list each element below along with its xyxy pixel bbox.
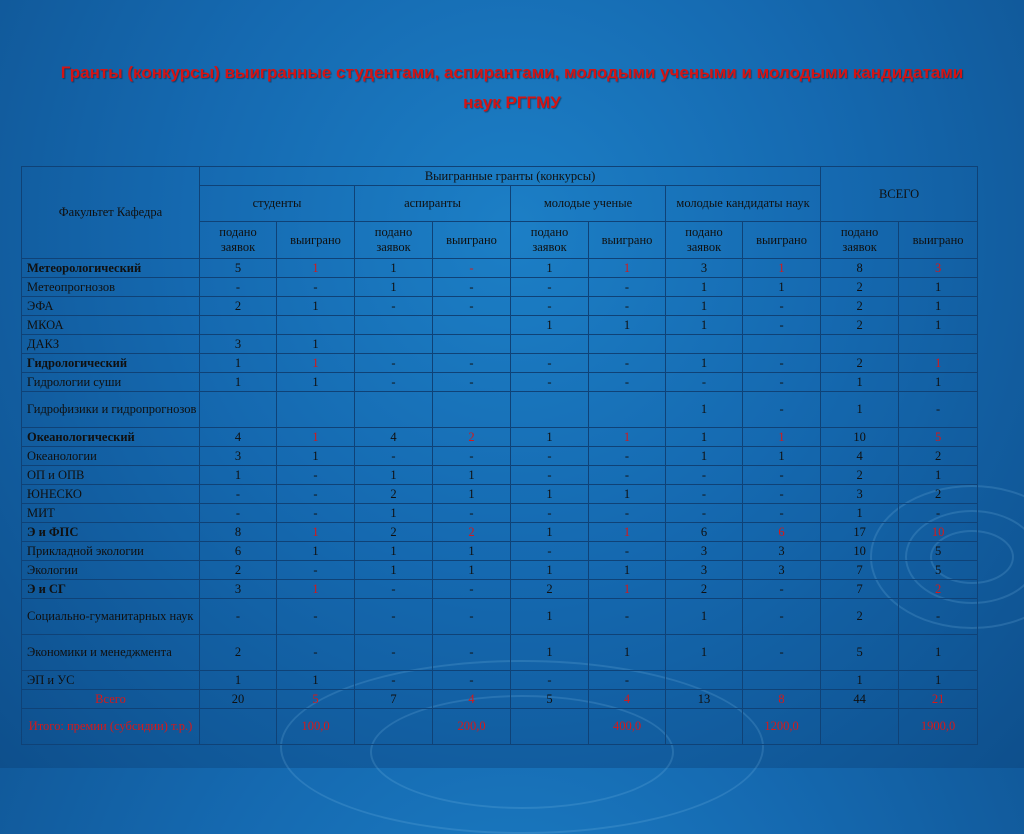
table-cell: 2 <box>821 599 899 635</box>
table-cell: - <box>355 599 433 635</box>
table-cell: - <box>743 599 821 635</box>
table-cell: - <box>666 373 743 392</box>
table-cell: - <box>511 466 589 485</box>
subheader-submitted: подано заявок <box>666 222 743 259</box>
table-cell: 3 <box>743 561 821 580</box>
subheader-submitted: подано заявок <box>511 222 589 259</box>
table-cell: - <box>200 485 277 504</box>
table-cell: - <box>511 447 589 466</box>
table-cell: 5 <box>200 259 277 278</box>
table-cell: - <box>666 504 743 523</box>
group-header-young-candidates: молодые кандидаты наук <box>666 186 821 222</box>
total-cell: 20 <box>200 690 277 709</box>
table-cell: - <box>355 373 433 392</box>
table-cell: 1 <box>899 671 978 690</box>
table-cell: 1 <box>666 354 743 373</box>
faculty-header: Факультет Кафедра <box>22 167 200 259</box>
subheader-won: выиграно <box>743 222 821 259</box>
table-cell: - <box>589 542 666 561</box>
table-cell: - <box>433 278 511 297</box>
total-cell: 4 <box>433 690 511 709</box>
faculty-name: Гидрологический <box>22 354 200 373</box>
department-name: Метеопрогнозов <box>22 278 200 297</box>
table-cell: - <box>433 297 511 316</box>
department-name: Социально-гуманитарных наук <box>22 599 200 635</box>
table-cell: - <box>277 466 355 485</box>
table-cell: 1 <box>666 635 743 671</box>
total-cell: 13 <box>666 690 743 709</box>
table-cell: 1 <box>743 259 821 278</box>
table-cell: 1 <box>200 354 277 373</box>
table-row <box>22 428 978 447</box>
bonus-cell: 200,0 <box>433 709 511 745</box>
table-row <box>22 561 978 580</box>
faculty-name: Метеорологический <box>22 259 200 278</box>
table-cell: 1 <box>511 635 589 671</box>
bonus-cell <box>200 709 277 745</box>
bonus-cell <box>355 709 433 745</box>
table-cell: 1 <box>277 373 355 392</box>
table-cell: 10 <box>899 523 978 542</box>
table-cell: 7 <box>821 561 899 580</box>
table-cell: - <box>743 466 821 485</box>
table-cell: 1 <box>355 561 433 580</box>
table-row <box>22 485 978 504</box>
table-cell: - <box>277 278 355 297</box>
table-cell: 1 <box>821 392 899 428</box>
table-cell: 8 <box>821 259 899 278</box>
table-row <box>22 504 978 523</box>
table-row <box>22 316 978 335</box>
table-cell: - <box>511 373 589 392</box>
table-cell: - <box>433 580 511 599</box>
table-cell: 1 <box>200 373 277 392</box>
table-cell: 1 <box>277 354 355 373</box>
table-cell: 8 <box>200 523 277 542</box>
table-cell: 1 <box>666 278 743 297</box>
table-cell: 17 <box>821 523 899 542</box>
page-title: Гранты (конкурсы) выигранные студентами, аспирантами, молодыми учеными и молодыми кандидатами наук РГГМУ <box>60 63 964 112</box>
table-cell: 1 <box>355 259 433 278</box>
table-row <box>22 335 978 354</box>
table-cell: 1 <box>355 466 433 485</box>
table-cell: - <box>511 354 589 373</box>
table-cell: - <box>743 373 821 392</box>
table-cell: 3 <box>821 485 899 504</box>
table-cell: 1 <box>589 580 666 599</box>
table-cell: 1 <box>355 278 433 297</box>
table-cell: - <box>589 297 666 316</box>
department-name: Прикладной экологии <box>22 542 200 561</box>
table-cell: - <box>899 392 978 428</box>
table-cell: 1 <box>277 297 355 316</box>
table-cell <box>821 335 899 354</box>
table-cell: 1 <box>277 259 355 278</box>
table-cell: 1 <box>899 278 978 297</box>
group-header-postgrads: аспиранты <box>355 186 511 222</box>
table-cell <box>433 392 511 428</box>
table-row <box>22 259 978 278</box>
department-name: ДАКЗ <box>22 335 200 354</box>
table-cell <box>743 335 821 354</box>
table-row <box>22 297 978 316</box>
table-cell: 1 <box>666 447 743 466</box>
table-cell <box>743 671 821 690</box>
table-cell <box>666 671 743 690</box>
table-cell: 1 <box>899 466 978 485</box>
table-cell: - <box>743 580 821 599</box>
table-cell: - <box>200 504 277 523</box>
table-cell: 2 <box>355 523 433 542</box>
table-cell: - <box>355 671 433 690</box>
table-cell: 3 <box>200 580 277 599</box>
table-cell <box>355 392 433 428</box>
table-cell: 2 <box>821 316 899 335</box>
table-row <box>22 671 978 690</box>
table-cell: 6 <box>743 523 821 542</box>
table-cell: 3 <box>200 447 277 466</box>
table-cell <box>511 335 589 354</box>
table-cell: 1 <box>200 671 277 690</box>
table-cell: 6 <box>666 523 743 542</box>
table-cell: 1 <box>355 542 433 561</box>
table-cell: 1 <box>511 485 589 504</box>
table-cell: 1 <box>899 316 978 335</box>
table-cell: - <box>511 504 589 523</box>
table-cell <box>355 335 433 354</box>
table-cell: 2 <box>821 354 899 373</box>
table-cell: 1 <box>277 580 355 599</box>
table-cell: 3 <box>899 259 978 278</box>
total-cell: 7 <box>355 690 433 709</box>
table-cell: 1 <box>899 297 978 316</box>
table-row <box>22 542 978 561</box>
table-cell: - <box>743 485 821 504</box>
table-cell: - <box>511 542 589 561</box>
bonus-cell <box>511 709 589 745</box>
table-cell: 4 <box>200 428 277 447</box>
table-row <box>22 392 978 428</box>
bonus-cell: 1900,0 <box>899 709 978 745</box>
table-cell: 7 <box>821 580 899 599</box>
table-cell <box>200 316 277 335</box>
table-cell: 5 <box>821 635 899 671</box>
department-name: МКОА <box>22 316 200 335</box>
table-cell: 1 <box>589 316 666 335</box>
bonus-cell: 100,0 <box>277 709 355 745</box>
table-cell: 2 <box>899 580 978 599</box>
table-cell: - <box>355 354 433 373</box>
table-cell: - <box>589 599 666 635</box>
table-cell: 1 <box>200 466 277 485</box>
table-cell: - <box>433 373 511 392</box>
table-cell: 1 <box>277 523 355 542</box>
table-cell: 10 <box>821 428 899 447</box>
table-cell: 2 <box>821 466 899 485</box>
table-cell: 1 <box>743 278 821 297</box>
table-row <box>22 635 978 671</box>
table-cell: 3 <box>200 335 277 354</box>
table-row <box>22 466 978 485</box>
table-cell: 1 <box>666 392 743 428</box>
table-cell: 1 <box>355 504 433 523</box>
table-cell <box>666 335 743 354</box>
department-name: Гидрологии суши <box>22 373 200 392</box>
table-cell: 1 <box>433 561 511 580</box>
table-cell: 2 <box>821 278 899 297</box>
table-cell: 5 <box>899 561 978 580</box>
table-cell: 2 <box>355 485 433 504</box>
table-cell: - <box>743 316 821 335</box>
table-cell: 1 <box>589 523 666 542</box>
table-cell: - <box>589 354 666 373</box>
table-cell: 3 <box>666 561 743 580</box>
table-cell: - <box>433 635 511 671</box>
subheader-submitted: подано заявок <box>200 222 277 259</box>
table-cell: 1 <box>511 523 589 542</box>
table-cell <box>589 392 666 428</box>
table-cell: 1 <box>511 599 589 635</box>
department-name: Экологии <box>22 561 200 580</box>
table-cell: 1 <box>589 561 666 580</box>
department-name: ЭП и УС <box>22 671 200 690</box>
table-cell: - <box>200 599 277 635</box>
table-cell: 1 <box>433 485 511 504</box>
table-cell: - <box>433 671 511 690</box>
table-cell: 2 <box>666 580 743 599</box>
table-cell: 5 <box>899 428 978 447</box>
subheader-won: выиграно <box>277 222 355 259</box>
table-cell: - <box>433 259 511 278</box>
table-cell: 2 <box>433 428 511 447</box>
total-cell: 5 <box>277 690 355 709</box>
table-cell: 1 <box>277 335 355 354</box>
table-cell: - <box>277 485 355 504</box>
table-cell: 10 <box>821 542 899 561</box>
table-cell: - <box>277 599 355 635</box>
table-cell: 1 <box>511 561 589 580</box>
total-row <box>22 690 978 709</box>
table-cell: 1 <box>277 542 355 561</box>
table-cell <box>511 392 589 428</box>
bonus-cell <box>666 709 743 745</box>
table-cell: - <box>355 635 433 671</box>
subheader-won: выиграно <box>589 222 666 259</box>
table-cell: 3 <box>743 542 821 561</box>
table-cell: - <box>355 297 433 316</box>
table-cell: - <box>899 504 978 523</box>
table-cell: 2 <box>511 580 589 599</box>
table-cell: 4 <box>821 447 899 466</box>
table-cell: 2 <box>200 561 277 580</box>
table-cell: 3 <box>666 259 743 278</box>
table-cell: 1 <box>899 635 978 671</box>
table-cell: - <box>743 392 821 428</box>
table-cell: 1 <box>666 599 743 635</box>
table-cell: 1 <box>277 671 355 690</box>
table-cell: 1 <box>666 297 743 316</box>
total-cell: 5 <box>511 690 589 709</box>
table-row <box>22 523 978 542</box>
table-cell: 2 <box>433 523 511 542</box>
department-name: ЭФА <box>22 297 200 316</box>
table-cell: 1 <box>277 428 355 447</box>
table-cell: - <box>511 671 589 690</box>
table-cell: - <box>743 297 821 316</box>
total-label: Всего <box>22 690 200 709</box>
table-cell: 1 <box>899 373 978 392</box>
table-cell: 3 <box>666 542 743 561</box>
bonus-cell <box>821 709 899 745</box>
table-cell: - <box>589 671 666 690</box>
table-cell: - <box>511 278 589 297</box>
department-name: Гидрофизики и гидропрогнозов <box>22 392 200 428</box>
table-cell: - <box>200 278 277 297</box>
table-cell: - <box>589 504 666 523</box>
total-cell: 8 <box>743 690 821 709</box>
total-header: ВСЕГО <box>821 167 978 222</box>
table-cell: 2 <box>899 447 978 466</box>
table-cell: - <box>433 447 511 466</box>
table-cell: 1 <box>433 466 511 485</box>
table-cell: - <box>589 373 666 392</box>
total-cell: 4 <box>589 690 666 709</box>
table-cell: - <box>355 580 433 599</box>
table-cell: - <box>511 297 589 316</box>
table-cell: 1 <box>511 316 589 335</box>
table-cell: - <box>589 466 666 485</box>
bonus-row <box>22 709 978 745</box>
table-cell: 1 <box>743 447 821 466</box>
table-cell: - <box>589 278 666 297</box>
table-cell: - <box>899 599 978 635</box>
table-cell: 6 <box>200 542 277 561</box>
table-cell: 1 <box>821 671 899 690</box>
table-cell: 1 <box>511 259 589 278</box>
table-cell: - <box>433 354 511 373</box>
table-cell: 1 <box>277 447 355 466</box>
faculty-name: Океанологический <box>22 428 200 447</box>
table-row <box>22 580 978 599</box>
total-cell: 44 <box>821 690 899 709</box>
subheader-won: выиграно <box>433 222 511 259</box>
table-cell: - <box>589 447 666 466</box>
table-cell <box>355 316 433 335</box>
table-cell: 1 <box>511 428 589 447</box>
table-cell: 2 <box>899 485 978 504</box>
table-cell: 1 <box>589 428 666 447</box>
table-cell: - <box>277 504 355 523</box>
table-cell: - <box>433 504 511 523</box>
table-cell: - <box>277 561 355 580</box>
table-cell: 1 <box>589 635 666 671</box>
group-header-students: студенты <box>200 186 355 222</box>
table-row <box>22 447 978 466</box>
table-cell: - <box>743 504 821 523</box>
table-cell: 1 <box>589 259 666 278</box>
table-cell <box>277 316 355 335</box>
table-cell: - <box>666 466 743 485</box>
table-cell: - <box>743 635 821 671</box>
bonus-label: Итого: премии (субсидии) т.р.) <box>22 709 200 745</box>
total-cell: 21 <box>899 690 978 709</box>
table-cell <box>277 392 355 428</box>
table-cell: 1 <box>666 428 743 447</box>
department-name: ОП и ОПВ <box>22 466 200 485</box>
table-cell: - <box>743 354 821 373</box>
grants-group-header: Выигранные гранты (конкурсы) <box>200 167 821 186</box>
table-cell <box>433 316 511 335</box>
department-name: Экономики и менеджмента <box>22 635 200 671</box>
table-row <box>22 278 978 297</box>
department-name: ЮНЕСКО <box>22 485 200 504</box>
table-cell: 4 <box>355 428 433 447</box>
department-name: Океанологии <box>22 447 200 466</box>
bonus-cell: 1200,0 <box>743 709 821 745</box>
table-cell: 1 <box>666 316 743 335</box>
bonus-cell: 400,0 <box>589 709 666 745</box>
table-cell: 2 <box>821 297 899 316</box>
table-cell: 2 <box>200 297 277 316</box>
table-cell: - <box>666 485 743 504</box>
table-cell: 1 <box>821 504 899 523</box>
subheader-won: выиграно <box>899 222 978 259</box>
table-cell: 5 <box>899 542 978 561</box>
table-cell: 1 <box>821 373 899 392</box>
subheader-submitted: подано заявок <box>821 222 899 259</box>
table-cell: 1 <box>743 428 821 447</box>
table-row <box>22 354 978 373</box>
table-row <box>22 599 978 635</box>
faculty-name: Э и СГ <box>22 580 200 599</box>
table-cell: 2 <box>200 635 277 671</box>
subheader-submitted: подано заявок <box>355 222 433 259</box>
table-cell <box>200 392 277 428</box>
table-cell <box>433 335 511 354</box>
faculty-name: Э и ФПС <box>22 523 200 542</box>
table-cell: 1 <box>589 485 666 504</box>
table-cell <box>589 335 666 354</box>
department-name: МИТ <box>22 504 200 523</box>
grants-table <box>21 166 978 745</box>
table-cell: 1 <box>899 354 978 373</box>
table-cell: - <box>277 635 355 671</box>
table-cell: - <box>433 599 511 635</box>
table-cell <box>899 335 978 354</box>
table-cell: 1 <box>433 542 511 561</box>
table-cell: - <box>355 447 433 466</box>
group-header-young-scientists: молодые ученые <box>511 186 666 222</box>
table-row <box>22 373 978 392</box>
